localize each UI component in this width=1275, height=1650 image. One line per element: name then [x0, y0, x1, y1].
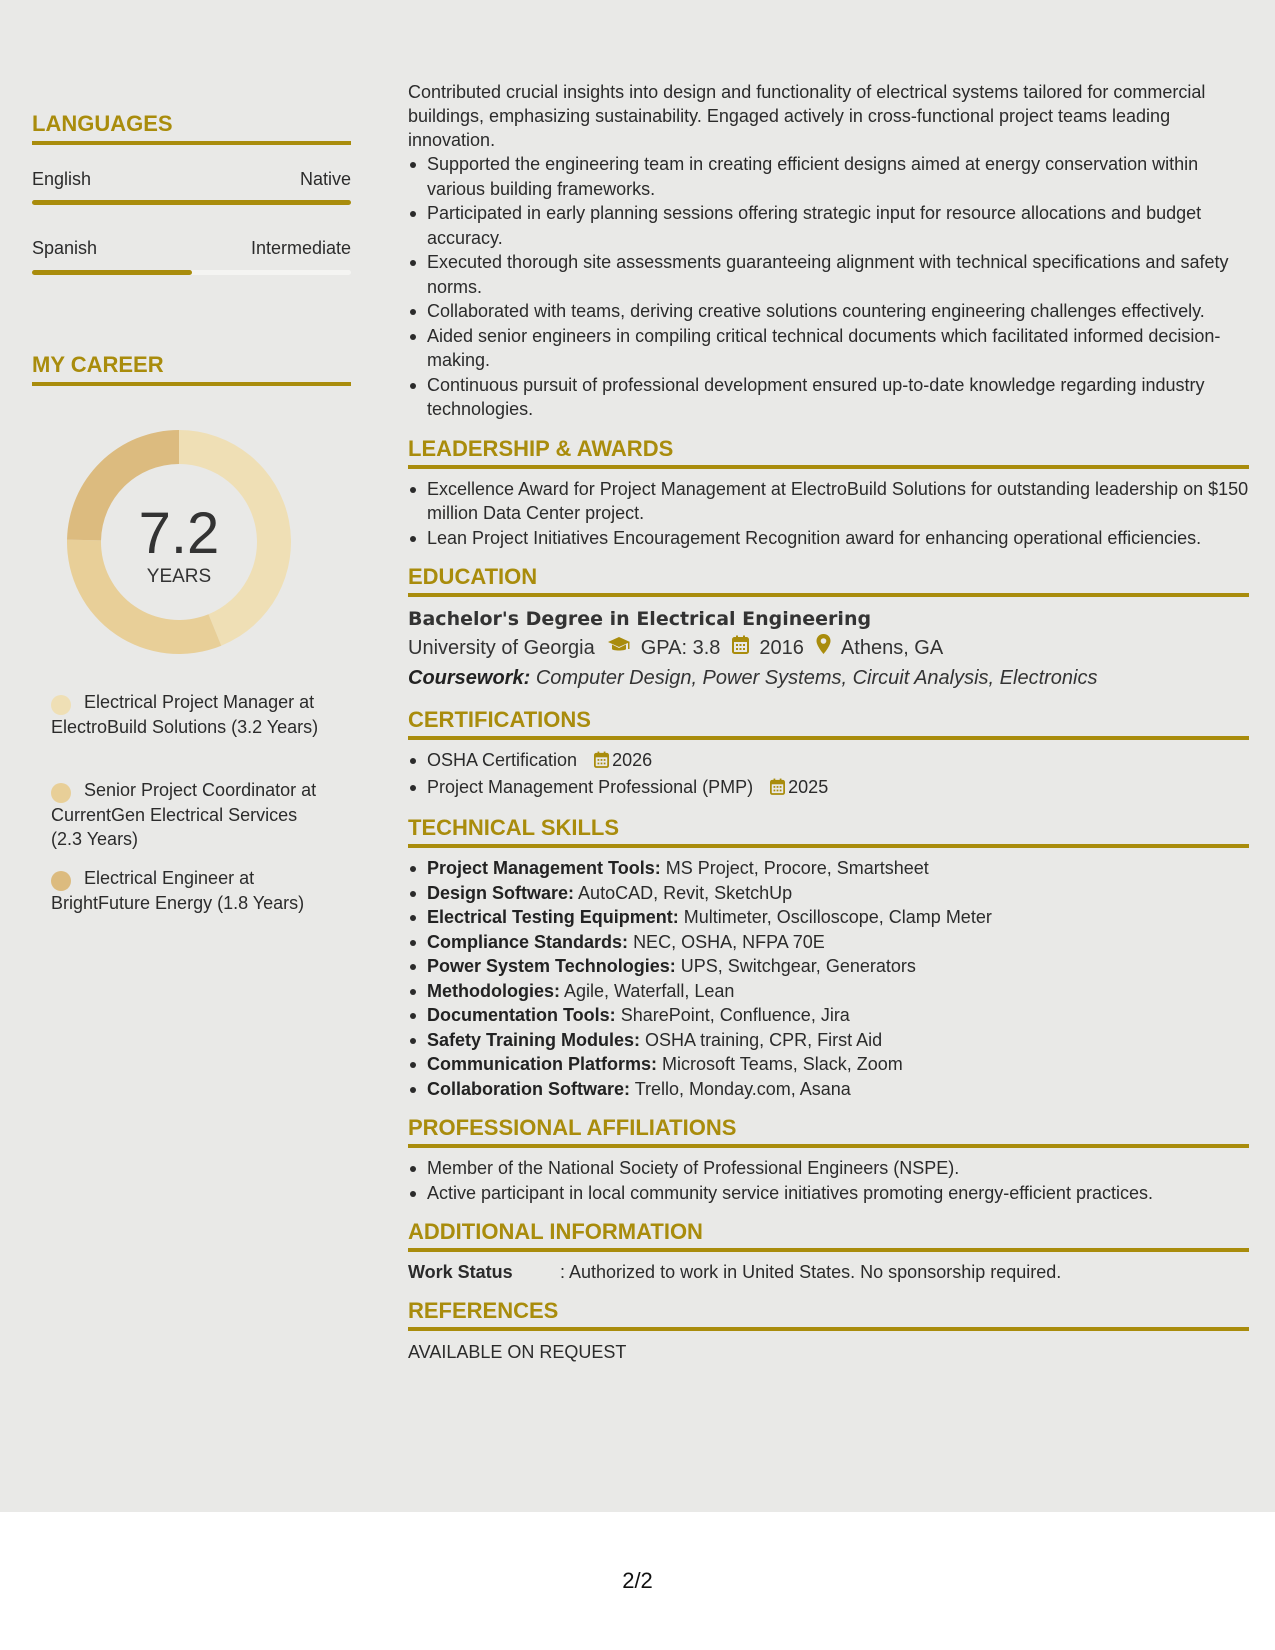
page-number: 2/2 [622, 1568, 653, 1593]
education-school: University of Georgia [408, 637, 595, 659]
career-total-unit: YEARS [146, 566, 212, 587]
location-pin-icon [816, 633, 831, 663]
coursework-value: Computer Design, Power Systems, Circuit Analysis, Electronics [535, 667, 1098, 689]
list-item: Participated in early planning sessions offering strategic input for resource allocations and budget accuracy. [408, 201, 1249, 250]
skill-value: UPS, Switchgear, Generators [680, 956, 916, 976]
skill-label: Electrical Testing Equipment: [427, 907, 679, 927]
list-item [408, 856, 1249, 881]
career-legend-item [51, 690, 331, 739]
skill-label: Compliance Standards: [427, 931, 629, 952]
language-level: Intermediate [250, 238, 351, 258]
calendar-icon [594, 750, 609, 775]
list-item [408, 930, 1249, 955]
legend-dot [51, 695, 71, 715]
list-item: Executed thorough site assessments guaranteeing alignment with technical specifications and safety norms. [408, 250, 1249, 299]
work-status-row [408, 1260, 1249, 1284]
career-legend-text: Electrical Project Manager at ElectroBuild Solutions (3.2 Years) [51, 692, 319, 737]
calendar-icon [732, 633, 749, 663]
language-row-spanish [32, 238, 351, 259]
list-item: Lean Project Initiatives Encouragement Recognition award for enhancing operational efficiencies. [408, 526, 1249, 551]
references-title: REFERENCES [408, 1298, 1249, 1331]
language-name: Spanish [32, 238, 98, 258]
list-item [408, 1003, 1249, 1028]
education-coursework [408, 663, 1249, 693]
skill-value: NEC, OSHA, NFPA 70E [633, 931, 825, 952]
skill-value: Multimeter, Oscilloscope, Clamp Meter [683, 907, 992, 927]
language-bar-spanish [32, 270, 351, 275]
coursework-label: Coursework: [408, 667, 531, 689]
career-legend-text: Electrical Engineer at BrightFuture Energy (1.8 Years) [51, 868, 305, 913]
list-item [408, 979, 1249, 1004]
skill-value: OSHA training, CPR, First Aid [645, 1029, 883, 1050]
skill-label: Documentation Tools: [427, 1005, 616, 1025]
education-degree: Bachelor's Degree in Electrical Engineering [408, 608, 872, 630]
list-item: Member of the National Society of Professional Engineers (NSPE). [408, 1156, 1249, 1181]
experience-intro: Contributed crucial insights into design and functionality of electrical systems tailored for commercial buildings, emphasizing sustainability. Engaged actively in cross-functional project teams leading innovation. [408, 82, 1206, 150]
experience-bullets [408, 152, 1249, 422]
skills-title: TECHNICAL SKILLS [408, 815, 1249, 848]
career-total-value: 7.2 [138, 501, 220, 566]
right-column [408, 80, 1249, 1365]
list-item [408, 1052, 1249, 1077]
career-title: MY CAREER [32, 352, 351, 386]
language-level: Native [299, 169, 351, 189]
list-item: Continuous pursuit of professional development ensured up-to-date knowledge regarding industry technologies. [408, 373, 1249, 422]
calendar-icon [770, 777, 785, 802]
skill-value: MS Project, Procore, Smartsheet [665, 858, 929, 878]
affiliations-list [408, 1156, 1249, 1205]
languages-title: LANGUAGES [32, 111, 351, 145]
language-name: English [32, 169, 92, 189]
skill-label: Design Software: [427, 882, 575, 903]
list-item: Active participant in local community service initiatives promoting energy-efficient practices. [408, 1181, 1249, 1206]
certifications-title: CERTIFICATIONS [408, 707, 1249, 740]
list-item [408, 1077, 1249, 1102]
list-item [408, 775, 1249, 802]
skill-label: Safety Training Modules: [427, 1029, 641, 1050]
education-year: 2016 [759, 637, 804, 659]
leadership-list [408, 477, 1249, 551]
skill-value: Microsoft Teams, Slack, Zoom [662, 1054, 903, 1074]
certifications-list [408, 748, 1249, 801]
certification-name: Project Management Professional (PMP) [427, 776, 754, 797]
career-donut-chart [67, 430, 291, 654]
career-legend-item [51, 778, 331, 852]
list-item: Aided senior engineers in compiling critical technical documents which facilitated informed decision-making. [408, 324, 1249, 373]
list-item [408, 881, 1249, 906]
references-text: AVAILABLE ON REQUEST [408, 1342, 627, 1362]
leadership-title: LEADERSHIP & AWARDS [408, 436, 1249, 469]
list-item [408, 748, 1249, 775]
skill-label: Collaboration Software: [427, 1078, 631, 1099]
certification-name: OSHA Certification [427, 750, 578, 770]
education-title: EDUCATION [408, 564, 1249, 597]
skill-value: Trello, Monday.com, Asana [634, 1078, 851, 1099]
affiliations-title: PROFESSIONAL AFFILIATIONS [408, 1115, 1249, 1148]
education-gpa: GPA: 3.8 [640, 637, 721, 659]
skill-value: AutoCAD, Revit, SketchUp [578, 882, 793, 903]
skill-label: Methodologies: [427, 980, 560, 1001]
list-item: Collaborated with teams, deriving creative solutions countering engineering challenges effectively. [408, 299, 1249, 324]
list-item [408, 954, 1249, 979]
work-status-label: Work Status [408, 1262, 513, 1282]
language-bar-fill [32, 200, 351, 205]
skill-value: SharePoint, Confluence, Jira [620, 1005, 850, 1025]
work-status-value: : Authorized to work in United States. No sponsorship required. [560, 1262, 1062, 1282]
education-meta [408, 633, 1249, 663]
career-legend-item [51, 866, 331, 915]
additional-info-title: ADDITIONAL INFORMATION [408, 1219, 1249, 1252]
skills-list [408, 856, 1249, 1101]
list-item: Supported the engineering team in creating efficient designs aimed at energy conservation within various building frameworks. [408, 152, 1249, 201]
list-item [408, 1028, 1249, 1053]
graduation-cap-icon [607, 633, 631, 663]
list-item: Excellence Award for Project Management at ElectroBuild Solutions for outstanding leadership on $150 million Data Center project. [408, 477, 1249, 526]
career-legend-text: Senior Project Coordinator at CurrentGen Electrical Services (2.3 Years) [51, 780, 317, 849]
skill-value: Agile, Waterfall, Lean [564, 980, 735, 1001]
skill-label: Communication Platforms: [427, 1054, 658, 1074]
language-bar-english [32, 200, 351, 205]
legend-dot [51, 871, 71, 891]
language-bar-fill [32, 270, 192, 275]
education-location: Athens, GA [840, 637, 944, 659]
list-item [408, 905, 1249, 930]
skill-label: Power System Technologies: [427, 956, 676, 976]
language-row-english [32, 169, 351, 190]
skill-label: Project Management Tools: [427, 858, 661, 878]
certification-year: 2026 [612, 750, 653, 770]
legend-dot [51, 783, 71, 803]
certification-year: 2025 [788, 776, 829, 797]
